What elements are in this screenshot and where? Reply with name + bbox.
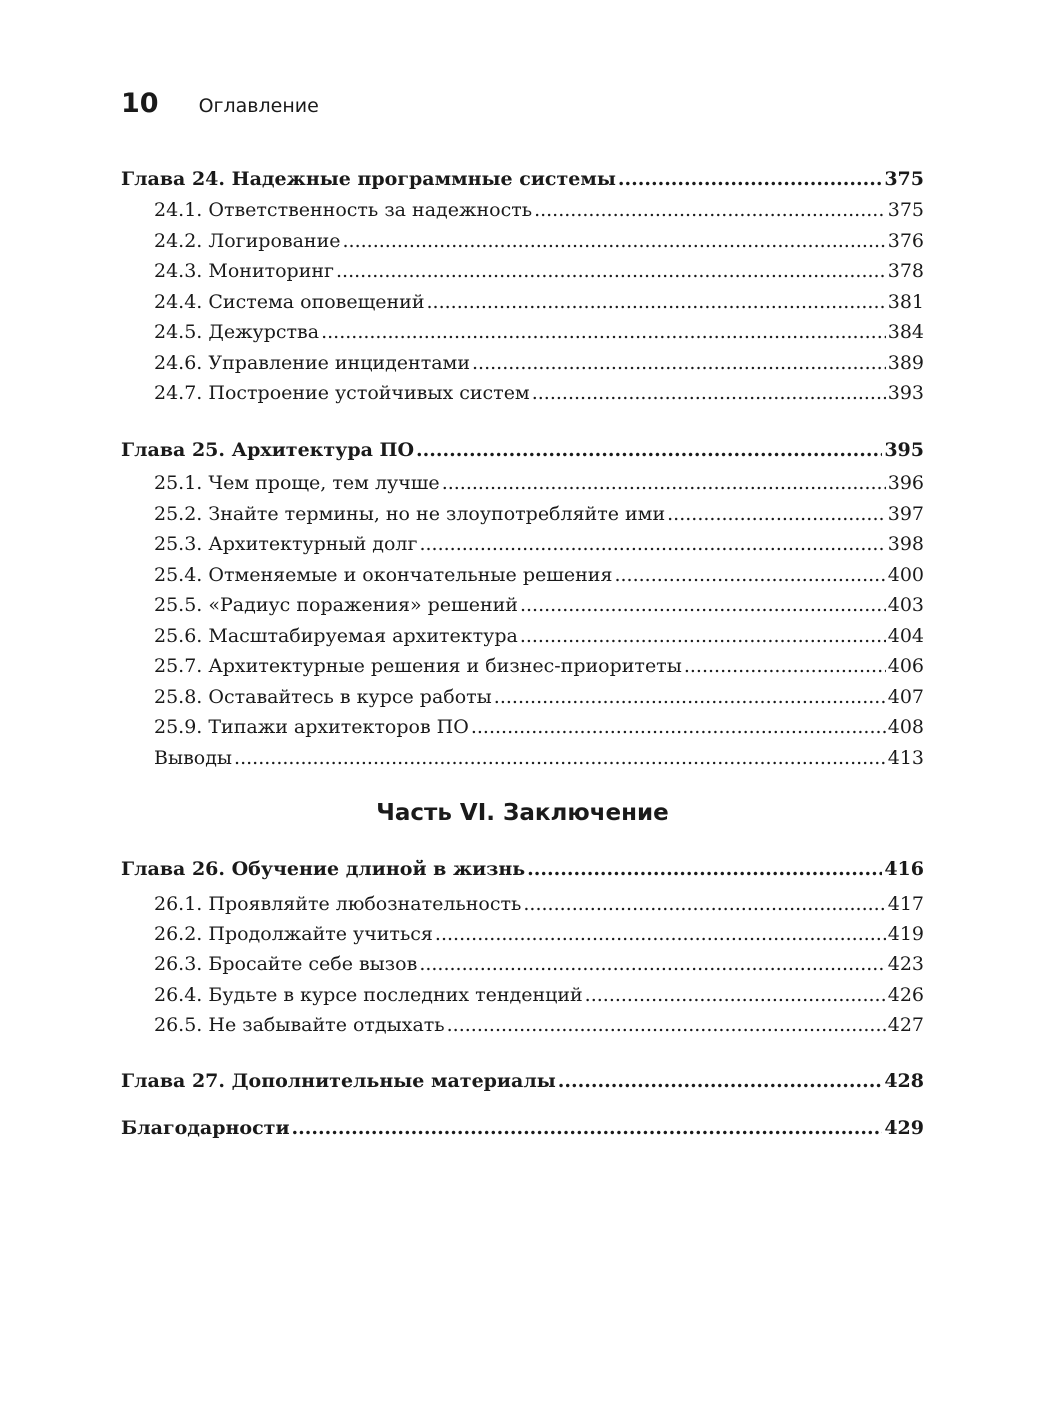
toc-chapter[interactable]: [121, 439, 924, 462]
toc-page: 397: [887, 503, 924, 525]
toc-label: 26.2. Продолжайте учиться: [154, 923, 433, 945]
toc-label: 26.1. Проявляйте любознательность: [154, 893, 522, 915]
toc-label: 24.3. Мониторинг: [154, 260, 334, 282]
leader-dots: [558, 1070, 883, 1093]
toc-page: 398: [887, 533, 924, 555]
toc-page: 389: [887, 352, 924, 374]
part-heading: Часть VI. Заключение: [376, 800, 669, 826]
leader-dots: [416, 439, 882, 462]
toc-page: 378: [887, 260, 924, 282]
toc-section[interactable]: [154, 533, 924, 556]
toc-section[interactable]: [154, 230, 924, 253]
toc-label: Выводы: [154, 747, 233, 769]
toc-page: 375: [887, 199, 924, 221]
leader-dots: [234, 747, 886, 770]
leader-dots: [494, 686, 886, 709]
toc-section[interactable]: [154, 503, 924, 526]
leader-dots: [343, 230, 886, 253]
leader-dots: [419, 953, 885, 976]
toc-chapter[interactable]: [121, 858, 924, 881]
toc-page: 419: [887, 923, 924, 945]
toc-chapter[interactable]: [121, 1070, 924, 1093]
toc-label: Глава 27. Дополнительные материалы: [121, 1070, 556, 1092]
toc-label: 25.8. Оставайтесь в курсе работы: [154, 686, 492, 708]
toc-label: 25.5. «Радиус поражения» решений: [154, 594, 518, 616]
toc-label: 24.1. Ответственность за надежность: [154, 199, 533, 221]
toc-page: 384: [887, 321, 924, 343]
toc-label: Глава 26. Обучение длиной в жизнь: [121, 858, 526, 880]
toc-label: 25.6. Масштабируемая архитектура: [154, 625, 518, 647]
toc-label: 24.2. Логирование: [154, 230, 341, 252]
toc-section[interactable]: [154, 953, 924, 976]
leader-dots: [527, 858, 882, 881]
toc-section[interactable]: [154, 893, 924, 916]
toc-page: 416: [884, 858, 924, 880]
toc-page: 403: [887, 594, 924, 616]
toc-section[interactable]: [154, 655, 924, 678]
leader-dots: [520, 625, 886, 648]
toc-page: 427: [887, 1014, 924, 1036]
leader-dots: [534, 199, 886, 222]
toc-section[interactable]: [154, 199, 924, 222]
toc-page: 429: [884, 1117, 924, 1139]
running-head: [121, 88, 319, 124]
toc-page: 376: [887, 230, 924, 252]
leader-dots: [520, 594, 886, 617]
leader-dots: [419, 533, 885, 556]
toc-section[interactable]: [154, 564, 924, 587]
running-title: Оглавление: [198, 95, 319, 117]
leader-dots: [667, 503, 886, 526]
toc-page: 428: [884, 1070, 924, 1092]
toc-page: 393: [887, 382, 924, 404]
leader-dots: [585, 984, 886, 1007]
toc-chapter[interactable]: [121, 168, 924, 191]
toc-page: 375: [884, 168, 924, 190]
toc-page: 406: [887, 655, 924, 677]
toc-label: 25.9. Типажи архитекторов ПО: [154, 716, 469, 738]
toc-section[interactable]: [154, 472, 924, 495]
toc-label: 25.7. Архитектурные решения и бизнес-приоритеты: [154, 655, 682, 677]
leader-dots: [472, 352, 886, 375]
toc-label: 24.7. Построение устойчивых систем: [154, 382, 530, 404]
toc-page: 404: [887, 625, 924, 647]
toc-label: Глава 24. Надежные программные системы: [121, 168, 616, 190]
toc-section[interactable]: [154, 260, 924, 283]
leader-dots: [435, 923, 886, 946]
toc-page: 408: [887, 716, 924, 738]
toc-page: 413: [887, 747, 924, 769]
toc-label: 26.3. Бросайте себе вызов: [154, 953, 418, 975]
toc-section[interactable]: [154, 291, 924, 314]
toc-section[interactable]: [154, 716, 924, 739]
leader-dots: [336, 260, 886, 283]
leader-dots: [614, 564, 885, 587]
toc-section[interactable]: [154, 923, 924, 946]
toc-page: 426: [887, 984, 924, 1006]
leader-dots: [618, 168, 882, 191]
toc-label: 26.4. Будьте в курсе последних тенденций: [154, 984, 583, 1006]
leader-dots: [447, 1014, 886, 1037]
toc-page: 395: [884, 439, 924, 461]
page-number: 10: [121, 88, 159, 119]
toc-page: 381: [887, 291, 924, 313]
toc-section[interactable]: [154, 352, 924, 375]
toc-section[interactable]: [154, 625, 924, 648]
leader-dots: [684, 655, 886, 678]
toc-label: 24.4. Система оповещений: [154, 291, 425, 313]
toc-label: 24.6. Управление инцидентами: [154, 352, 470, 374]
toc-label: Глава 25. Архитектура ПО: [121, 439, 415, 461]
toc-page: 400: [887, 564, 924, 586]
leader-dots: [523, 893, 885, 916]
toc-label: 25.1. Чем проще, тем лучше: [154, 472, 440, 494]
toc-page: 396: [887, 472, 924, 494]
toc-section[interactable]: [154, 382, 924, 405]
toc-label: 24.5. Дежурства: [154, 321, 320, 343]
toc-page: 423: [887, 953, 924, 975]
toc-label: 25.3. Архитектурный долг: [154, 533, 418, 555]
toc-label: Благодарности: [121, 1117, 290, 1139]
leader-dots: [442, 472, 886, 495]
toc-chapter[interactable]: [121, 1117, 924, 1140]
toc-label: 25.4. Отменяемые и окончательные решения: [154, 564, 613, 586]
toc-section[interactable]: [154, 747, 924, 770]
leader-dots: [532, 382, 886, 405]
toc-label: 25.2. Знайте термины, но не злоупотребляйте ими: [154, 503, 666, 525]
toc-page: 407: [887, 686, 924, 708]
toc-section[interactable]: [154, 686, 924, 709]
toc-section[interactable]: [154, 321, 924, 344]
leader-dots: [292, 1117, 883, 1140]
toc-section[interactable]: [154, 594, 924, 617]
toc-page: 417: [887, 893, 924, 915]
leader-dots: [471, 716, 886, 739]
toc-section[interactable]: [154, 984, 924, 1007]
toc-label: 26.5. Не забывайте отдыхать: [154, 1014, 445, 1036]
leader-dots: [321, 321, 886, 344]
leader-dots: [427, 291, 886, 314]
toc-section[interactable]: [154, 1014, 924, 1037]
